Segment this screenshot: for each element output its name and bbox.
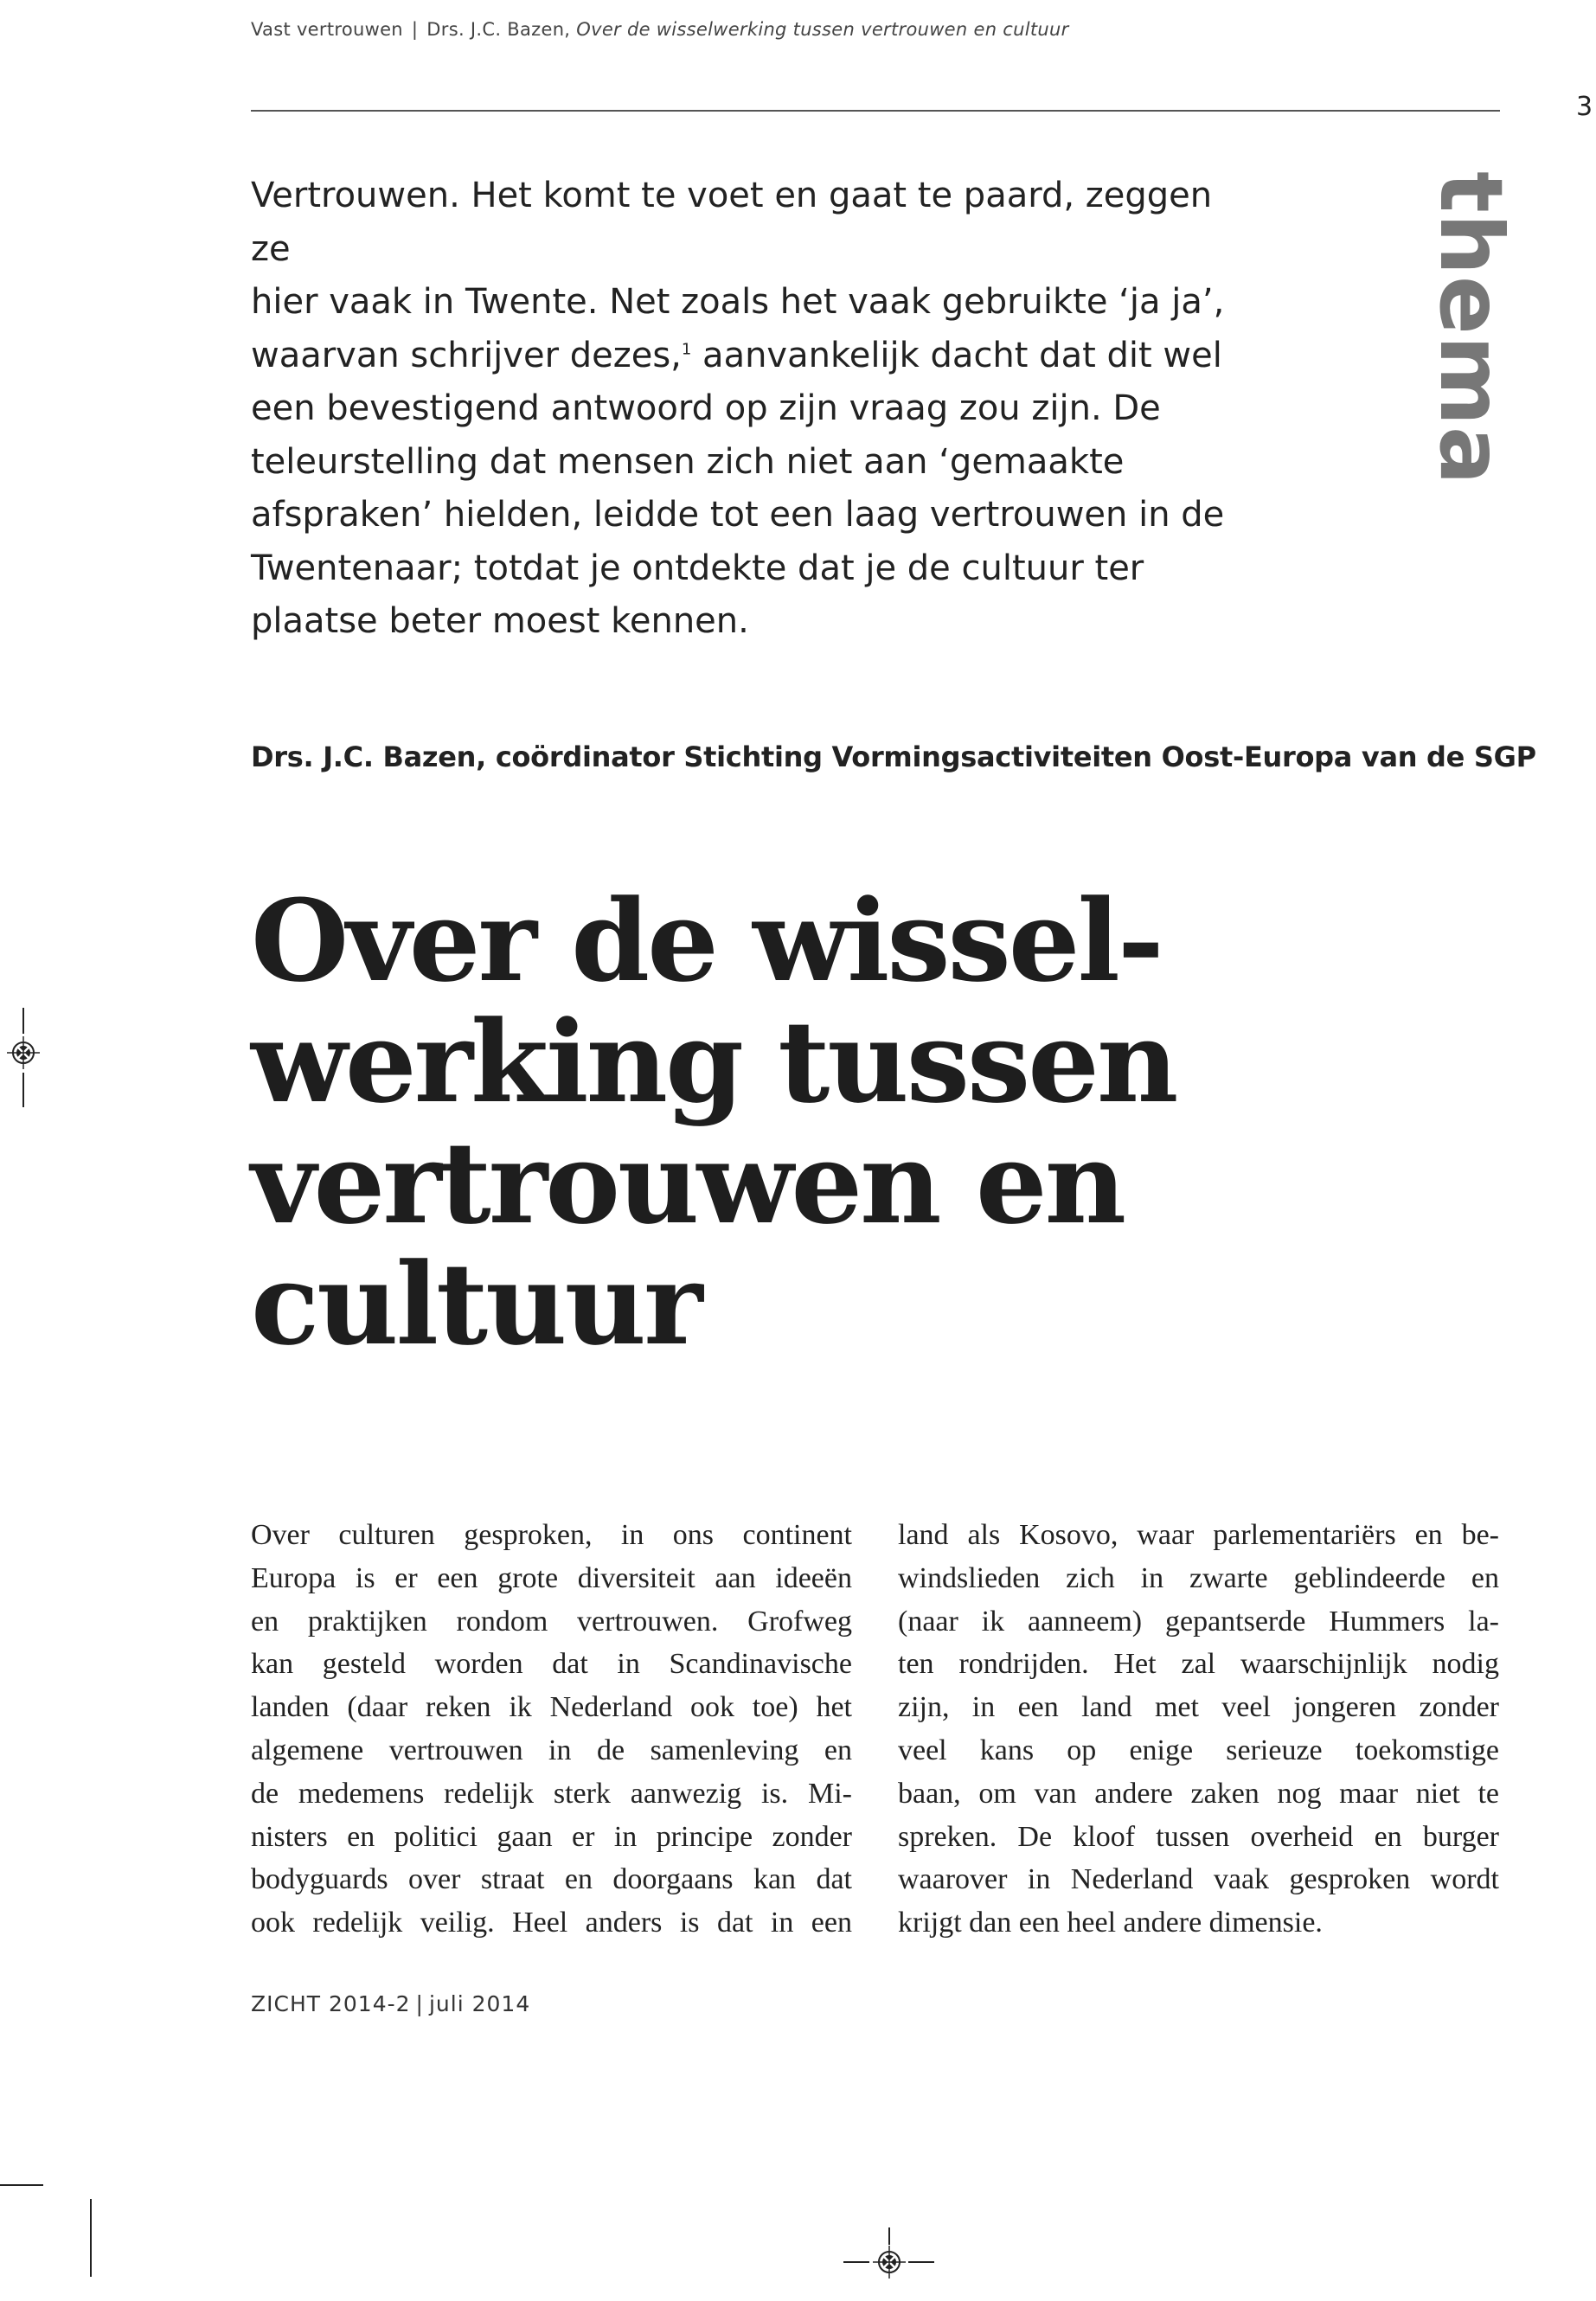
body-column-right bbox=[898, 1514, 1499, 1945]
body-line: ten rondrijden. Het zal waarschijnlijk nodig bbox=[898, 1648, 1499, 1681]
footnote-marker: 1 bbox=[681, 340, 692, 359]
running-header-author: Drs. J.C. Bazen, bbox=[426, 19, 571, 40]
body-line: waarover in Nederland vaak gesproken wordt bbox=[898, 1863, 1499, 1896]
intro-line: teleurstelling dat mensen zich niet aan ‘gemaakte bbox=[251, 441, 1125, 482]
body-line: ook redelijk veilig. Heel anders is dat in een bbox=[251, 1907, 852, 1939]
crop-line bbox=[0, 2184, 43, 2186]
running-header-section: Vast vertrouwen bbox=[251, 19, 403, 40]
body-line: veel kans op enige serieuze toekomstige bbox=[898, 1734, 1499, 1766]
registration-mark-icon bbox=[873, 2246, 906, 2279]
headline-line: cultuur bbox=[251, 1238, 701, 1370]
footer-date: juli 2014 bbox=[428, 1991, 531, 2016]
crop-line bbox=[843, 2261, 869, 2263]
header-rule bbox=[251, 110, 1500, 112]
author-byline: Drs. J.C. Bazen, coördinator Stichting Vormingsactiviteiten Oost-Europa van de SGP bbox=[251, 740, 1536, 773]
intro-line: een bevestigend antwoord op zijn vraag zou zijn. De bbox=[251, 388, 1161, 428]
body-line: windslieden zich in zwarte geblindeerde en bbox=[898, 1561, 1499, 1594]
body-line: krijgt dan een heel andere dimensie. bbox=[898, 1907, 1323, 1939]
body-line: de medemens redelijk sterk aanwezig is. Mi- bbox=[251, 1777, 852, 1810]
body-line: land als Kosovo, waar parlementariërs en be- bbox=[898, 1519, 1499, 1551]
page-footer bbox=[251, 1991, 530, 2016]
footer-publication: ZICHT 2014-2 bbox=[251, 1991, 411, 2016]
section-label: thema bbox=[1420, 171, 1522, 486]
body-line: (naar ik aanneem) gepantserde Hummers la- bbox=[898, 1605, 1499, 1638]
running-header-separator: | bbox=[411, 19, 419, 40]
running-header bbox=[251, 19, 1069, 40]
crop-line bbox=[908, 2261, 934, 2263]
headline-line: vertrouwen en bbox=[251, 1117, 1125, 1249]
registration-mark-icon bbox=[7, 1036, 40, 1069]
body-line: baan, om van andere zaken nog maar niet te bbox=[898, 1777, 1499, 1810]
intro-line: Twentenaar; totdat je ontdekte dat je de cultuur ter bbox=[251, 548, 1144, 588]
page-number: 3 bbox=[1576, 92, 1593, 122]
body-column-left bbox=[251, 1514, 852, 1945]
running-header-article-title: Over de wisselwerking tussen vertrouwen en cultuur bbox=[576, 19, 1069, 40]
footer-separator: | bbox=[415, 1991, 424, 2016]
headline-line: Over de wissel- bbox=[251, 875, 1162, 1007]
intro-line: afspraken’ hielden, leidde tot een laag vertrouwen in de bbox=[251, 495, 1225, 535]
intro-paragraph bbox=[251, 170, 1246, 649]
crop-line bbox=[22, 1008, 24, 1034]
body-line: en praktijken rondom vertrouwen. Grofweg bbox=[251, 1605, 852, 1638]
body-line: Europa is er een grote diversiteit aan ideeën bbox=[251, 1561, 852, 1594]
intro-line: plaatse beter moest kennen. bbox=[251, 601, 749, 641]
headline-line: werking tussen bbox=[251, 996, 1176, 1128]
body-line: landen (daar reken ik Nederland ook toe) het bbox=[251, 1691, 852, 1724]
article-headline bbox=[251, 875, 1375, 1370]
intro-line: hier vaak in Twente. Net zoals het vaak gebruikte ‘ja ja’, bbox=[251, 282, 1225, 322]
body-line: algemene vertrouwen in de samenleving en bbox=[251, 1734, 852, 1766]
intro-line: Vertrouwen. Het komt te voet en gaat te paard, zeggen ze bbox=[251, 176, 1213, 269]
intro-line: aanvankelijk dacht dat dit wel bbox=[691, 335, 1222, 375]
body-line: kan gesteld worden dat in Scandinavische bbox=[251, 1648, 852, 1681]
intro-line: waarvan schrijver dezes, bbox=[251, 335, 682, 375]
body-line: zijn, in een land met veel jongeren zonder bbox=[898, 1691, 1499, 1724]
crop-line bbox=[90, 2199, 92, 2277]
body-line: bodyguards over straat en doorgaans kan dat bbox=[251, 1863, 852, 1896]
body-line: spreken. De kloof tussen overheid en burger bbox=[898, 1820, 1499, 1853]
body-line: nisters en politici gaan er in principe zonder bbox=[251, 1820, 852, 1853]
body-line: Over culturen gesproken, in ons continent bbox=[251, 1519, 852, 1551]
crop-line bbox=[22, 1073, 24, 1107]
crop-line bbox=[888, 2227, 890, 2245]
